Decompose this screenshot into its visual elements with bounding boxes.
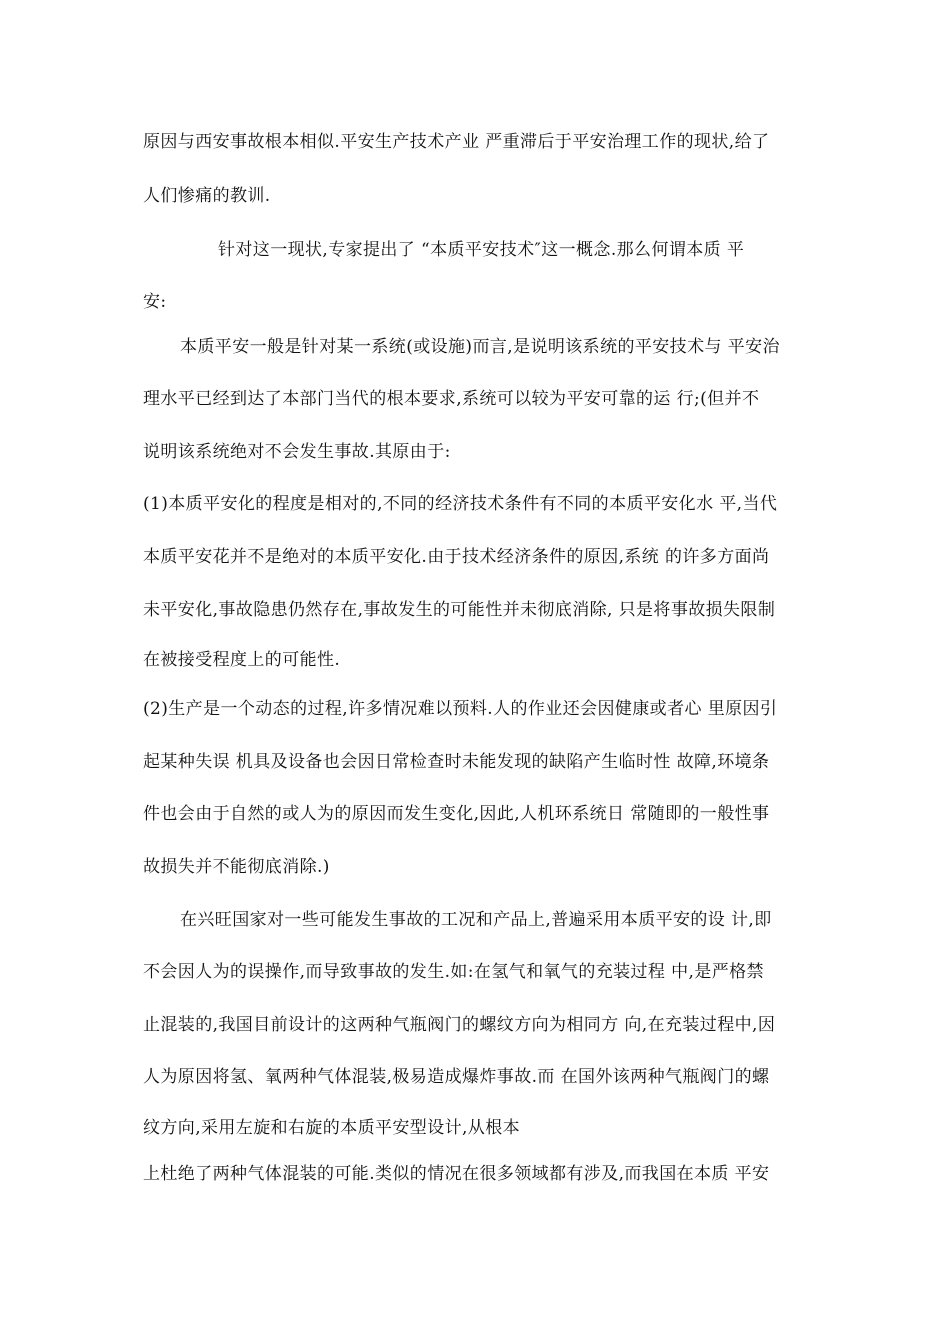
paragraph-line: 不会因人为的误操作,而导致事故的发生.如:在氢气和氧气的充装过程 中,是严格禁: [143, 962, 764, 982]
paragraph-line: 理水平已经到达了本部门当代的根本要求,系统可以较为平安可靠的运 行;(但并不: [143, 389, 760, 409]
paragraph-line: 上杜绝了两种气体混装的可能.类似的情况在很多领域都有涉及,而我国在本质 平安: [143, 1164, 770, 1184]
paragraph-line: 起某种失误 机具及设备也会因日常检查时未能发现的缺陷产生临时性 故障,环境条: [143, 752, 770, 772]
paragraph-line: 安:: [143, 292, 167, 312]
paragraph-line: 故损失并不能彻底消除.): [143, 857, 330, 877]
paragraph-line: (1)本质平安化的程度是相对的,不同的经济技术条件有不同的本质平安化水 平,当代: [143, 494, 778, 514]
paragraph-line: 说明该系统绝对不会发生事故.其原由于:: [143, 442, 451, 462]
paragraph-line: 本质平安花并不是绝对的本质平安化.由于技术经济条件的原因,系统 的许多方面尚: [143, 547, 770, 567]
paragraph-line: 人们惨痛的教训.: [143, 186, 271, 206]
paragraph-line: 原因与西安事故根本相似.平安生产技术产业 严重滞后于平安治理工作的现状,给了: [143, 132, 770, 152]
paragraph-line: 件也会由于自然的或人为的原因而发生变化,因此,人机环系统日 常随即的一般性事: [143, 804, 770, 824]
paragraph-line: 在兴旺国家对一些可能发生事故的工况和产品上,普遍采用本质平安的设 计,即: [180, 910, 772, 930]
paragraph-line: 人为原因将氢、氧两种气体混装,极易造成爆炸事故.而 在国外该两种气瓶阀门的螺: [143, 1067, 770, 1087]
paragraph-line: 止混装的,我国目前设计的这两种气瓶阀门的螺纹方向为相同方 向,在充装过程中,因: [143, 1015, 776, 1035]
paragraph-line: 纹方向,采用左旋和右旋的本质平安型设计,从根本: [143, 1118, 521, 1138]
paragraph-line: 本质平安一般是针对某一系统(或设施)而言,是说明该系统的平安技术与 平安治: [180, 337, 780, 357]
paragraph-line: (2)生产是一个动态的过程,许多情况难以预料.人的作业还会因健康或者心 里原因引: [143, 699, 778, 719]
paragraph-line: 在被接受程度上的可能性.: [143, 650, 341, 670]
paragraph-line: 针对这一现状,专家提出了 “本质平安技术″这一概念.那么何谓本质 平: [218, 240, 745, 260]
paragraph-line: 未平安化,事故隐患仍然存在,事故发生的可能性并未彻底消除, 只是将事故损失限制: [143, 600, 776, 620]
